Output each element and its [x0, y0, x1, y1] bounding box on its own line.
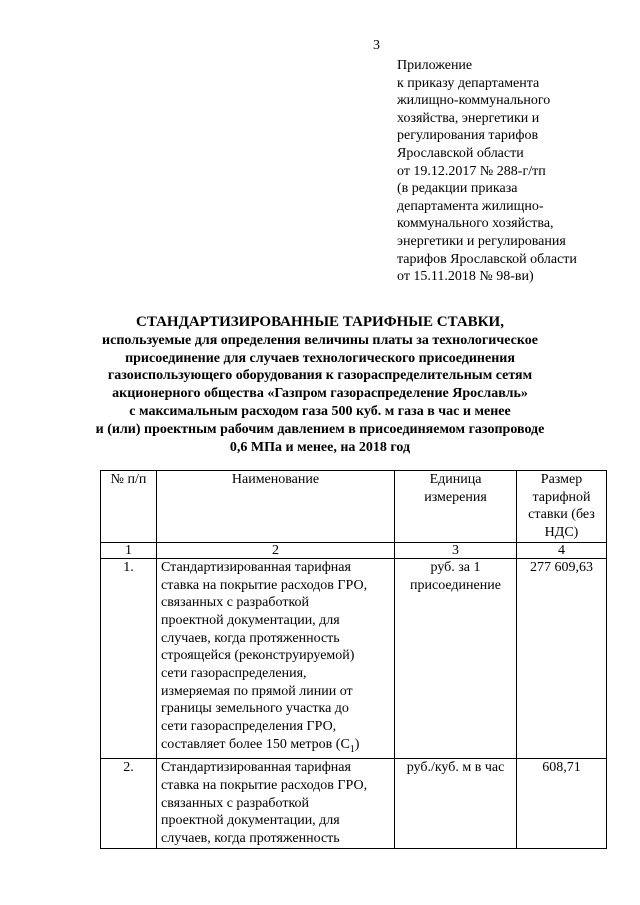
table-index-row [101, 542, 607, 558]
row-name-line: сети газораспределения ГРО, [161, 719, 337, 735]
index-cell: 2 [157, 542, 395, 558]
row-name-line: связанных с разработкой [161, 795, 310, 811]
row-name-line: проектной документации, для [161, 612, 340, 628]
title-line: 0,6 МПа и менее, на 2018 год [229, 439, 411, 455]
row-name-line: случаев, когда протяженность [161, 831, 340, 847]
row-unit: руб./куб. м в час [395, 759, 517, 849]
row-num: 1. [101, 558, 157, 759]
appendix-line: коммунального хозяйства, [397, 216, 554, 232]
row-name-line: границы земельного участка до [161, 701, 349, 717]
tariff-table [100, 470, 607, 849]
row-name-line: измеряемая по прямой линии от [161, 683, 353, 699]
title-line: и (или) проектным рабочим давлением в присоединяемом газопроводе [95, 421, 545, 437]
document-title [90, 314, 550, 456]
title-line: с максимальным расходом газа 500 куб. м газа в час и менее [129, 403, 511, 419]
row-name-subscript: 1 [349, 743, 355, 755]
appendix-line: жилищно-коммунального [397, 93, 551, 109]
table-header-row [101, 471, 607, 543]
header-unit: Единица измерения [395, 471, 517, 543]
appendix-line: от 19.12.2017 № 288-г/тп [397, 163, 546, 179]
appendix-line: тарифов Ярославской области [397, 251, 577, 267]
row-rate: 277 609,63 [517, 558, 607, 759]
title-line: используемые для определения величины платы за технологическое [102, 332, 538, 348]
row-name-line-last [161, 736, 390, 759]
row-rate: 608,71 [517, 759, 607, 849]
row-name-line: ставка на покрытие расходов ГРО, [161, 778, 368, 794]
title-line: присоединение для случаев технологического присоединения [125, 350, 515, 366]
appendix-line: регулирования тарифов [397, 128, 539, 144]
row-name-text: составляет более 150 метров (С [161, 736, 350, 752]
header-rate: Размер тарифной ставки (без НДС) [517, 471, 607, 543]
title-line: газоиспользующего оборудования к газораспределительным сетям [107, 368, 533, 384]
index-cell: 3 [395, 542, 517, 558]
row-name-line: Стандартизированная тарифная [161, 559, 351, 575]
appendix-line: Ярославской области [397, 145, 524, 161]
appendix-block [397, 57, 627, 286]
row-unit: руб. за 1 присоединение [395, 558, 517, 759]
row-name-line: сети газораспределения, [161, 666, 307, 682]
index-cell: 1 [101, 542, 157, 558]
row-name-line: ставка на покрытие расходов ГРО, [161, 577, 368, 593]
index-cell: 4 [517, 542, 607, 558]
row-name [157, 759, 395, 849]
row-num: 2. [101, 759, 157, 849]
appendix-line: (в редакции приказа [397, 181, 518, 197]
table-row [101, 558, 607, 759]
header-name: Наименование [157, 471, 395, 543]
appendix-line: Приложение [397, 58, 473, 73]
appendix-line: от 15.11.2018 № 98-ви) [397, 269, 534, 285]
row-name-line: строящейся (реконструируемой) [161, 648, 355, 664]
appendix-line: департамента жилищно- [397, 198, 544, 214]
header-num: № п/п [101, 471, 157, 543]
row-name-line: случаев, когда протяженность [161, 630, 340, 646]
table-row [101, 759, 607, 849]
title-line: акционерного общества «Газпром газораспределение Ярославль» [112, 386, 528, 402]
row-name-line: Стандартизированная тарифная [161, 760, 351, 776]
title-main: СТАНДАРТИЗИРОВАННЫЕ ТАРИФНЫЕ СТАВКИ, [136, 314, 504, 330]
row-name-line: связанных с разработкой [161, 595, 310, 611]
appendix-line: хозяйства, энергетики и [397, 110, 540, 126]
page-number: 3 [373, 38, 380, 53]
row-name-tail: ) [354, 736, 360, 752]
row-name [157, 558, 395, 759]
row-name-line: проектной документации, для [161, 813, 340, 829]
appendix-line: энергетики и регулирования [397, 233, 566, 249]
appendix-line: к приказу департамента [397, 75, 540, 91]
